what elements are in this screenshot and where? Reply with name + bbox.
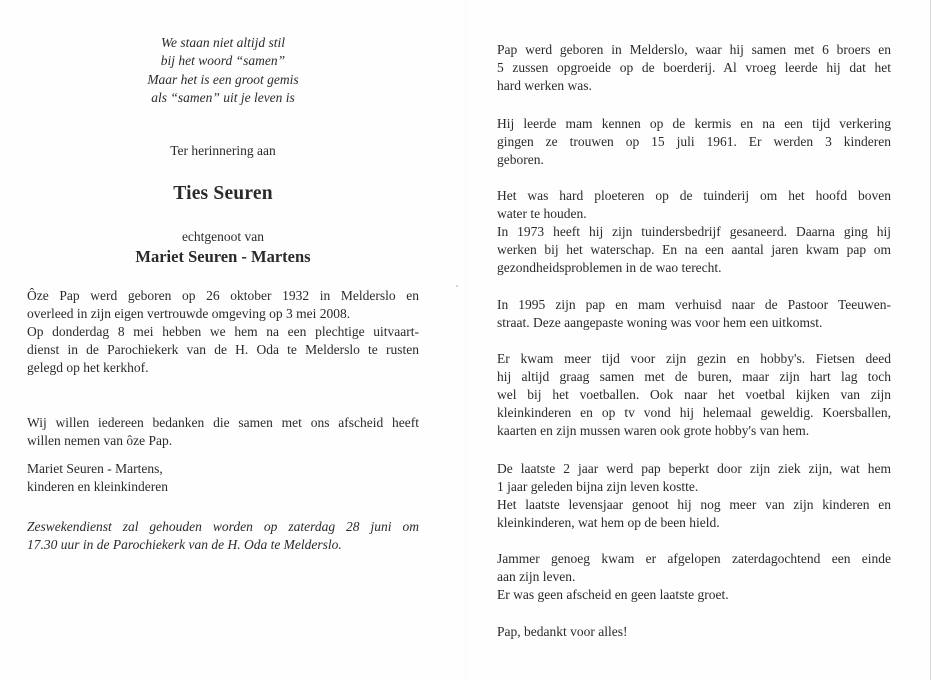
text-line: aan zijn leven. xyxy=(497,569,576,585)
poem-line: Maar het is een groot gemis xyxy=(147,71,299,87)
text-line: Op donderdag 8 mei hebben we hem na een plechtige uitvaart- xyxy=(27,324,419,340)
paragraph-illness xyxy=(497,460,891,532)
text-line: kaarten en zijn mussen waren ook grote hobby's van hem. xyxy=(497,423,810,439)
service-notice xyxy=(27,518,419,554)
text-line: werken bij het waterschap. En na een aantal jaren kwam pap om xyxy=(497,242,891,258)
paragraph-marriage xyxy=(497,115,891,169)
thanks-paragraph xyxy=(27,414,419,450)
text-line: hard werken was. xyxy=(497,78,592,94)
text-line: 5 zussen opgroeide op de boerderij. Al vroeg leerde hij dat het xyxy=(497,60,891,76)
deceased-name: Ties Seuren xyxy=(173,183,273,204)
text-line: straat. Deze aangepaste woning was voor hem een uitkomst. xyxy=(497,315,823,331)
poem-line: We staan niet altijd stil xyxy=(160,35,285,50)
text-line: dienst in de Parochiekerk van de H. Oda te Melderslo te rusten xyxy=(27,342,419,358)
text-line: Hij leerde mam kennen op de kermis en na een tijd verkering xyxy=(497,116,891,131)
birth-death-paragraph xyxy=(27,287,419,377)
text-line: willen nemen van ôze Pap. xyxy=(27,433,173,449)
text-line: Jammer genoeg kwam er afgelopen zaterdagochtend een einde xyxy=(497,551,891,566)
signature xyxy=(27,460,419,496)
text-line: De laatste 2 jaar werd pap beperkt door zijn ziek zijn, wat hem xyxy=(497,461,891,476)
paper-speck xyxy=(456,285,458,287)
paragraph-work xyxy=(497,187,891,277)
text-line: overleed in zijn eigen vertrouwde omgeving op 3 mei 2008. xyxy=(27,306,351,322)
text-line: hij altijd graag samen met de buren, maar zijn hart lag toch xyxy=(497,369,891,385)
paragraph-move xyxy=(497,296,891,332)
text-line: 1 jaar geleden bijna zijn leven kostte. xyxy=(497,479,699,495)
poem-line: als “samen” uit je leven is xyxy=(151,89,295,105)
text-line: gelegd op het kerkhof. xyxy=(27,360,149,376)
spouse-name: Mariet Seuren - Martens xyxy=(135,247,311,266)
text-line: Zeswekendienst zal gehouden worden op zaterdag 28 juni om xyxy=(27,519,419,534)
spouse-of-label: echtgenoot van xyxy=(181,229,265,244)
text-line: gezondheidsproblemen in de wao terecht. xyxy=(497,260,722,276)
text-line: Het laatste levensjaar genoot hij nog meer van zijn kinderen en xyxy=(497,497,891,513)
text-line: gingen ze trouwen op 15 juli 1961. Er werden 3 kinderen xyxy=(497,134,891,150)
paragraph-hobbies xyxy=(497,350,891,440)
paragraph-passing xyxy=(497,550,891,604)
text-line: water te houden. xyxy=(497,206,587,222)
text-line: geboren. xyxy=(497,152,544,168)
fold-line xyxy=(465,0,466,680)
text-line: Er kwam meer tijd voor zijn gezin en hobby's. Fietsen deed xyxy=(497,351,891,366)
text-line: Het was hard ploeteren op de tuinderij om het hoofd boven xyxy=(497,188,891,203)
text-line: In 1973 heeft hij zijn tuindersbedrijf gesaneerd. Daarna ging hij xyxy=(497,224,891,240)
text-line: wel bij het voetballen. Ook naar het voetbal kijken van zijn xyxy=(497,387,891,403)
closing-line xyxy=(497,623,891,641)
text-line: kinderen en kleinkinderen xyxy=(27,479,168,495)
text-line: Mariet Seuren - Martens, xyxy=(27,461,163,476)
poem xyxy=(27,34,419,107)
text-line: Pap, bedankt voor alles! xyxy=(497,624,628,639)
in-memory-label: Ter herinnering aan xyxy=(170,143,276,158)
text-line: Wij willen iedereen bedanken die samen met ons afscheid heeft xyxy=(27,415,419,430)
text-line: In 1995 zijn pap en mam verhuisd naar de Pastoor Teeuwen- xyxy=(497,297,891,312)
text-line: 17.30 uur in de Parochiekerk van de H. Oda te Melderslo. xyxy=(27,537,342,553)
paragraph-childhood xyxy=(497,41,891,95)
text-line: Pap werd geboren in Melderslo, waar hij samen met 6 broers en xyxy=(497,42,891,57)
text-line: kleinkinderen en op tv vond hij helemaal geweldig. Koersballen, xyxy=(497,405,891,421)
text-line: Ôze Pap werd geboren op 26 oktober 1932 in Melderslo en xyxy=(27,288,419,303)
text-line: kleinkinderen, wat hem op de been hield. xyxy=(497,515,720,531)
text-line: Er was geen afscheid en geen laatste groet. xyxy=(497,587,729,603)
poem-line: bij het woord “samen” xyxy=(160,53,286,69)
